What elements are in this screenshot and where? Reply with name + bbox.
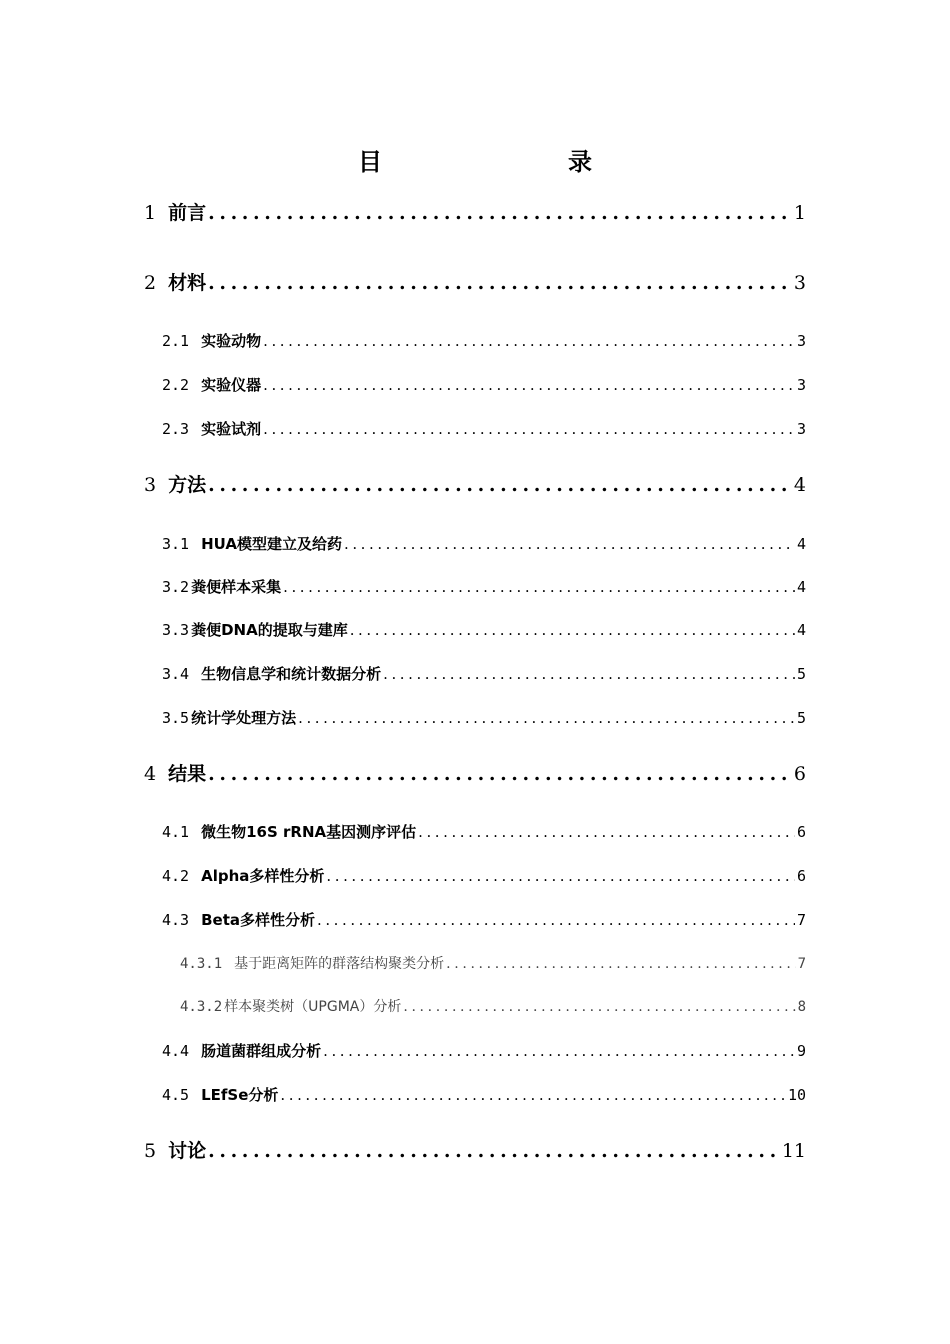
toc-entry-page: 3 [793,272,806,294]
toc-entry-1[interactable] [144,200,806,226]
toc-entry-number: 4.4 [162,1042,190,1060]
dot-leader [323,1040,795,1062]
toc-entry-label: 实验试剂 [201,420,262,438]
toc-entry-page: 4 [796,621,806,639]
toc-entry-4-4[interactable] [162,1040,806,1062]
toc-entry-4-1[interactable] [162,821,806,843]
dot-leader [208,472,792,498]
dot-leader [280,1084,786,1106]
dot-leader [208,200,792,226]
toc-entry-label: 实验动物 [201,332,262,350]
toc-entry-4-2[interactable] [162,865,806,887]
toc-title: 目 录 [358,148,638,176]
toc-entry-number: 5 [144,1140,157,1162]
toc-entry-3-3[interactable] [162,619,806,641]
toc-entry-label: 材料 [168,272,207,294]
toc-entry-4[interactable] [144,761,806,787]
toc-entry-number: 2.3 [162,420,190,438]
toc-entry-3-1[interactable] [162,533,806,555]
toc-entry-2-1[interactable] [162,330,806,352]
toc-entry-label: 微生物16S rRNA基因测序评估 [201,823,417,841]
toc-entry-2[interactable] [144,270,806,296]
dot-leader [263,374,795,396]
toc-entry-label: 统计学处理方法 [191,709,297,727]
toc-entry-page: 10 [787,1086,806,1104]
toc-entry-number: 3.3 [162,621,190,639]
toc-entry-4-3-1[interactable] [180,954,806,974]
toc-entry-label: LEfSe分析 [201,1086,279,1104]
toc-entry-page: 4 [793,474,806,496]
dot-leader [344,533,795,555]
toc-entry-label: 实验仪器 [201,376,262,394]
toc-entry-label: 肠道菌群组成分析 [201,1042,322,1060]
toc-entry-number: 4.5 [162,1086,190,1104]
toc-entry-3[interactable] [144,472,806,498]
toc-entry-label: 粪便样本采集 [191,578,282,596]
toc-entry-number: 4.3.2 [180,999,223,1015]
toc-entry-page: 9 [796,1042,806,1060]
dot-leader [208,270,792,296]
toc-entry-label: 前言 [168,202,207,224]
toc-entry-4-3-2[interactable] [180,997,806,1017]
toc-entry-page: 1 [793,202,806,224]
dot-leader [383,663,795,685]
toc-entry-page: 6 [796,823,806,841]
toc-entry-number: 4.1 [162,823,190,841]
toc-entry-label: 粪便DNA的提取与建库 [191,621,348,639]
dot-leader [418,821,795,843]
toc-entry-label: 讨论 [168,1140,207,1162]
toc-entry-page: 11 [781,1140,806,1162]
toc-entry-number: 2 [144,272,157,294]
toc-entry-number: 3.2 [162,578,190,596]
toc-entry-number: 3.5 [162,709,190,727]
toc-entry-label: Beta多样性分析 [201,911,315,929]
toc-entry-number: 3 [144,474,157,496]
dot-leader [208,761,792,787]
toc-entry-label: 基于距离矩阵的群落结构聚类分析 [234,956,445,972]
toc-entry-4-3[interactable] [162,909,806,931]
toc-entry-number: 2.1 [162,332,190,350]
dot-leader [208,1138,780,1164]
toc-entry-page: 7 [796,911,806,929]
toc-entry-page: 3 [796,420,806,438]
toc-entry-label: 结果 [168,763,207,785]
toc-entry-page: 3 [796,332,806,350]
toc-entry-page: 5 [796,665,806,683]
toc-entry-page: 7 [797,956,806,972]
toc-entry-label: 样本聚类树（UPGMA）分析 [224,999,402,1015]
dot-leader [403,997,795,1017]
toc-entry-page: 6 [796,867,806,885]
toc-entry-label: Alpha多样性分析 [201,867,325,885]
toc-entry-3-5[interactable] [162,707,806,729]
toc-entry-number: 4.2 [162,867,190,885]
toc-entry-page: 5 [796,709,806,727]
toc-entry-5[interactable] [144,1138,806,1164]
toc-entry-page: 8 [797,999,806,1015]
dot-leader [326,865,795,887]
dot-leader [263,418,795,440]
toc-entry-number: 4.3.1 [180,956,223,972]
dot-leader [350,619,795,641]
dot-leader [298,707,795,729]
toc-entry-2-3[interactable] [162,418,806,440]
toc-entry-page: 3 [796,376,806,394]
dot-leader [317,909,795,931]
toc-entry-number: 3.4 [162,665,190,683]
toc-entry-page: 6 [793,763,806,785]
toc-entry-number: 1 [144,202,157,224]
toc-entry-4-5[interactable] [162,1084,806,1106]
dot-leader [263,330,795,352]
toc-entry-number: 3.1 [162,535,190,553]
toc-entry-2-2[interactable] [162,374,806,396]
toc-entry-page: 4 [796,535,806,553]
dot-leader [446,954,795,974]
toc-entry-label: 生物信息学和统计数据分析 [201,665,382,683]
toc-entry-3-4[interactable] [162,663,806,685]
toc-entry-number: 4 [144,763,157,785]
toc-entry-label: 方法 [168,474,207,496]
toc-entry-label: HUA模型建立及给药 [201,535,342,553]
toc-entry-number: 4.3 [162,911,190,929]
dot-leader [283,576,795,598]
toc-entry-3-2[interactable] [162,576,806,598]
toc-entry-page: 4 [796,578,806,596]
toc-entry-number: 2.2 [162,376,190,394]
